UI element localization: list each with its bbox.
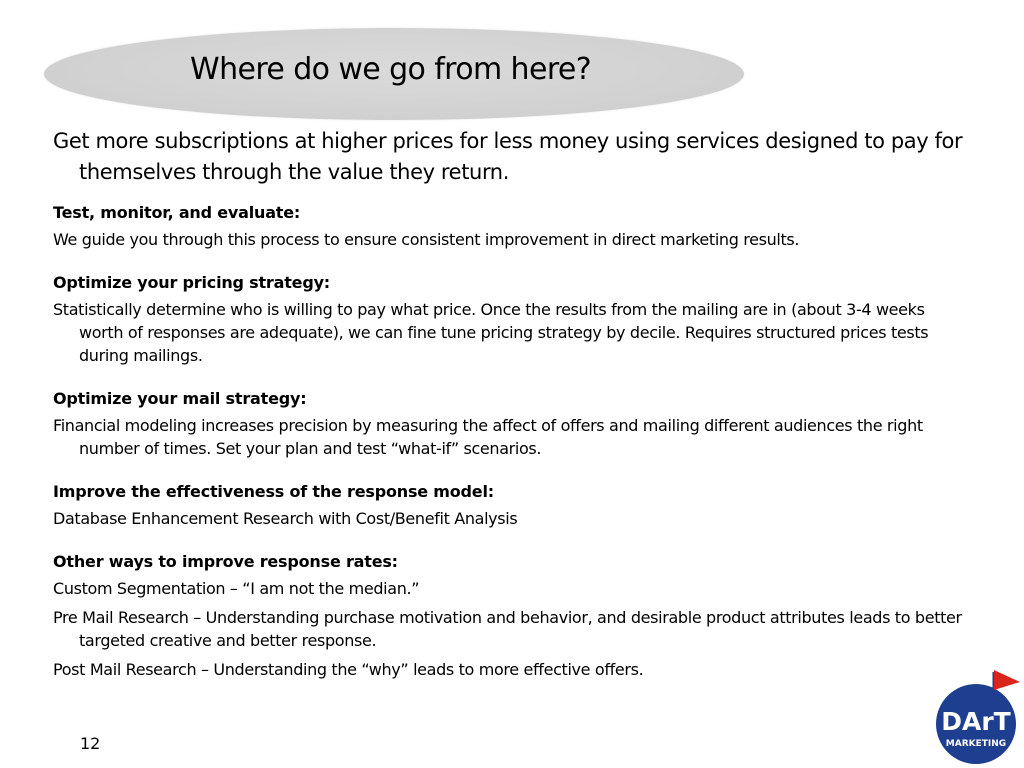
list-item-pre-mail-research: Pre Mail Research – Understanding purchase motivation and behavior, and desirable product attributes leads to better targeted creative and better response. bbox=[53, 608, 962, 650]
logo-wordmark: DArT bbox=[941, 707, 1011, 736]
section-heading-pricing: Optimize your pricing strategy: bbox=[53, 273, 331, 292]
slide-title: Where do we go from here? bbox=[190, 52, 592, 87]
dart-marketing-logo bbox=[934, 666, 1022, 766]
list-item-post-mail-research: Post Mail Research – Understanding the “why” leads to more effective offers. bbox=[53, 660, 644, 679]
section-heading-test: Test, monitor, and evaluate: bbox=[53, 203, 301, 222]
lead-paragraph: Get more subscriptions at higher prices for less money using services designed to pay for themselves through the value they return. bbox=[53, 129, 963, 184]
section-body-test: We guide you through this process to ensure consistent improvement in direct marketing results. bbox=[53, 230, 800, 249]
section-heading-mail: Optimize your mail strategy: bbox=[53, 389, 307, 408]
section-heading-other-ways: Other ways to improve response rates: bbox=[53, 552, 398, 571]
logo-flag bbox=[994, 670, 1020, 690]
page-number: 12 bbox=[80, 734, 101, 753]
list-item-custom-segmentation: Custom Segmentation – “I am not the median.” bbox=[53, 579, 420, 598]
slide-content bbox=[53, 126, 965, 687]
logo-tagline: MARKETING bbox=[945, 739, 1007, 749]
section-heading-response-model: Improve the effectiveness of the response model: bbox=[53, 482, 494, 501]
section-body-mail: Financial modeling increases precision by measuring the affect of offers and mailing different audiences the right number of times. Set your plan and test “what-if” scenarios. bbox=[53, 416, 923, 458]
section-body-response-model: Database Enhancement Research with Cost/Benefit Analysis bbox=[53, 509, 518, 528]
section-body-pricing: Statistically determine who is willing to pay what price. Once the results from the mailing are in (about 3-4 weeks worth of responses are adequate), we can fine tune pricing strategy by decile. Requires structured prices tests during mailings. bbox=[53, 300, 929, 365]
